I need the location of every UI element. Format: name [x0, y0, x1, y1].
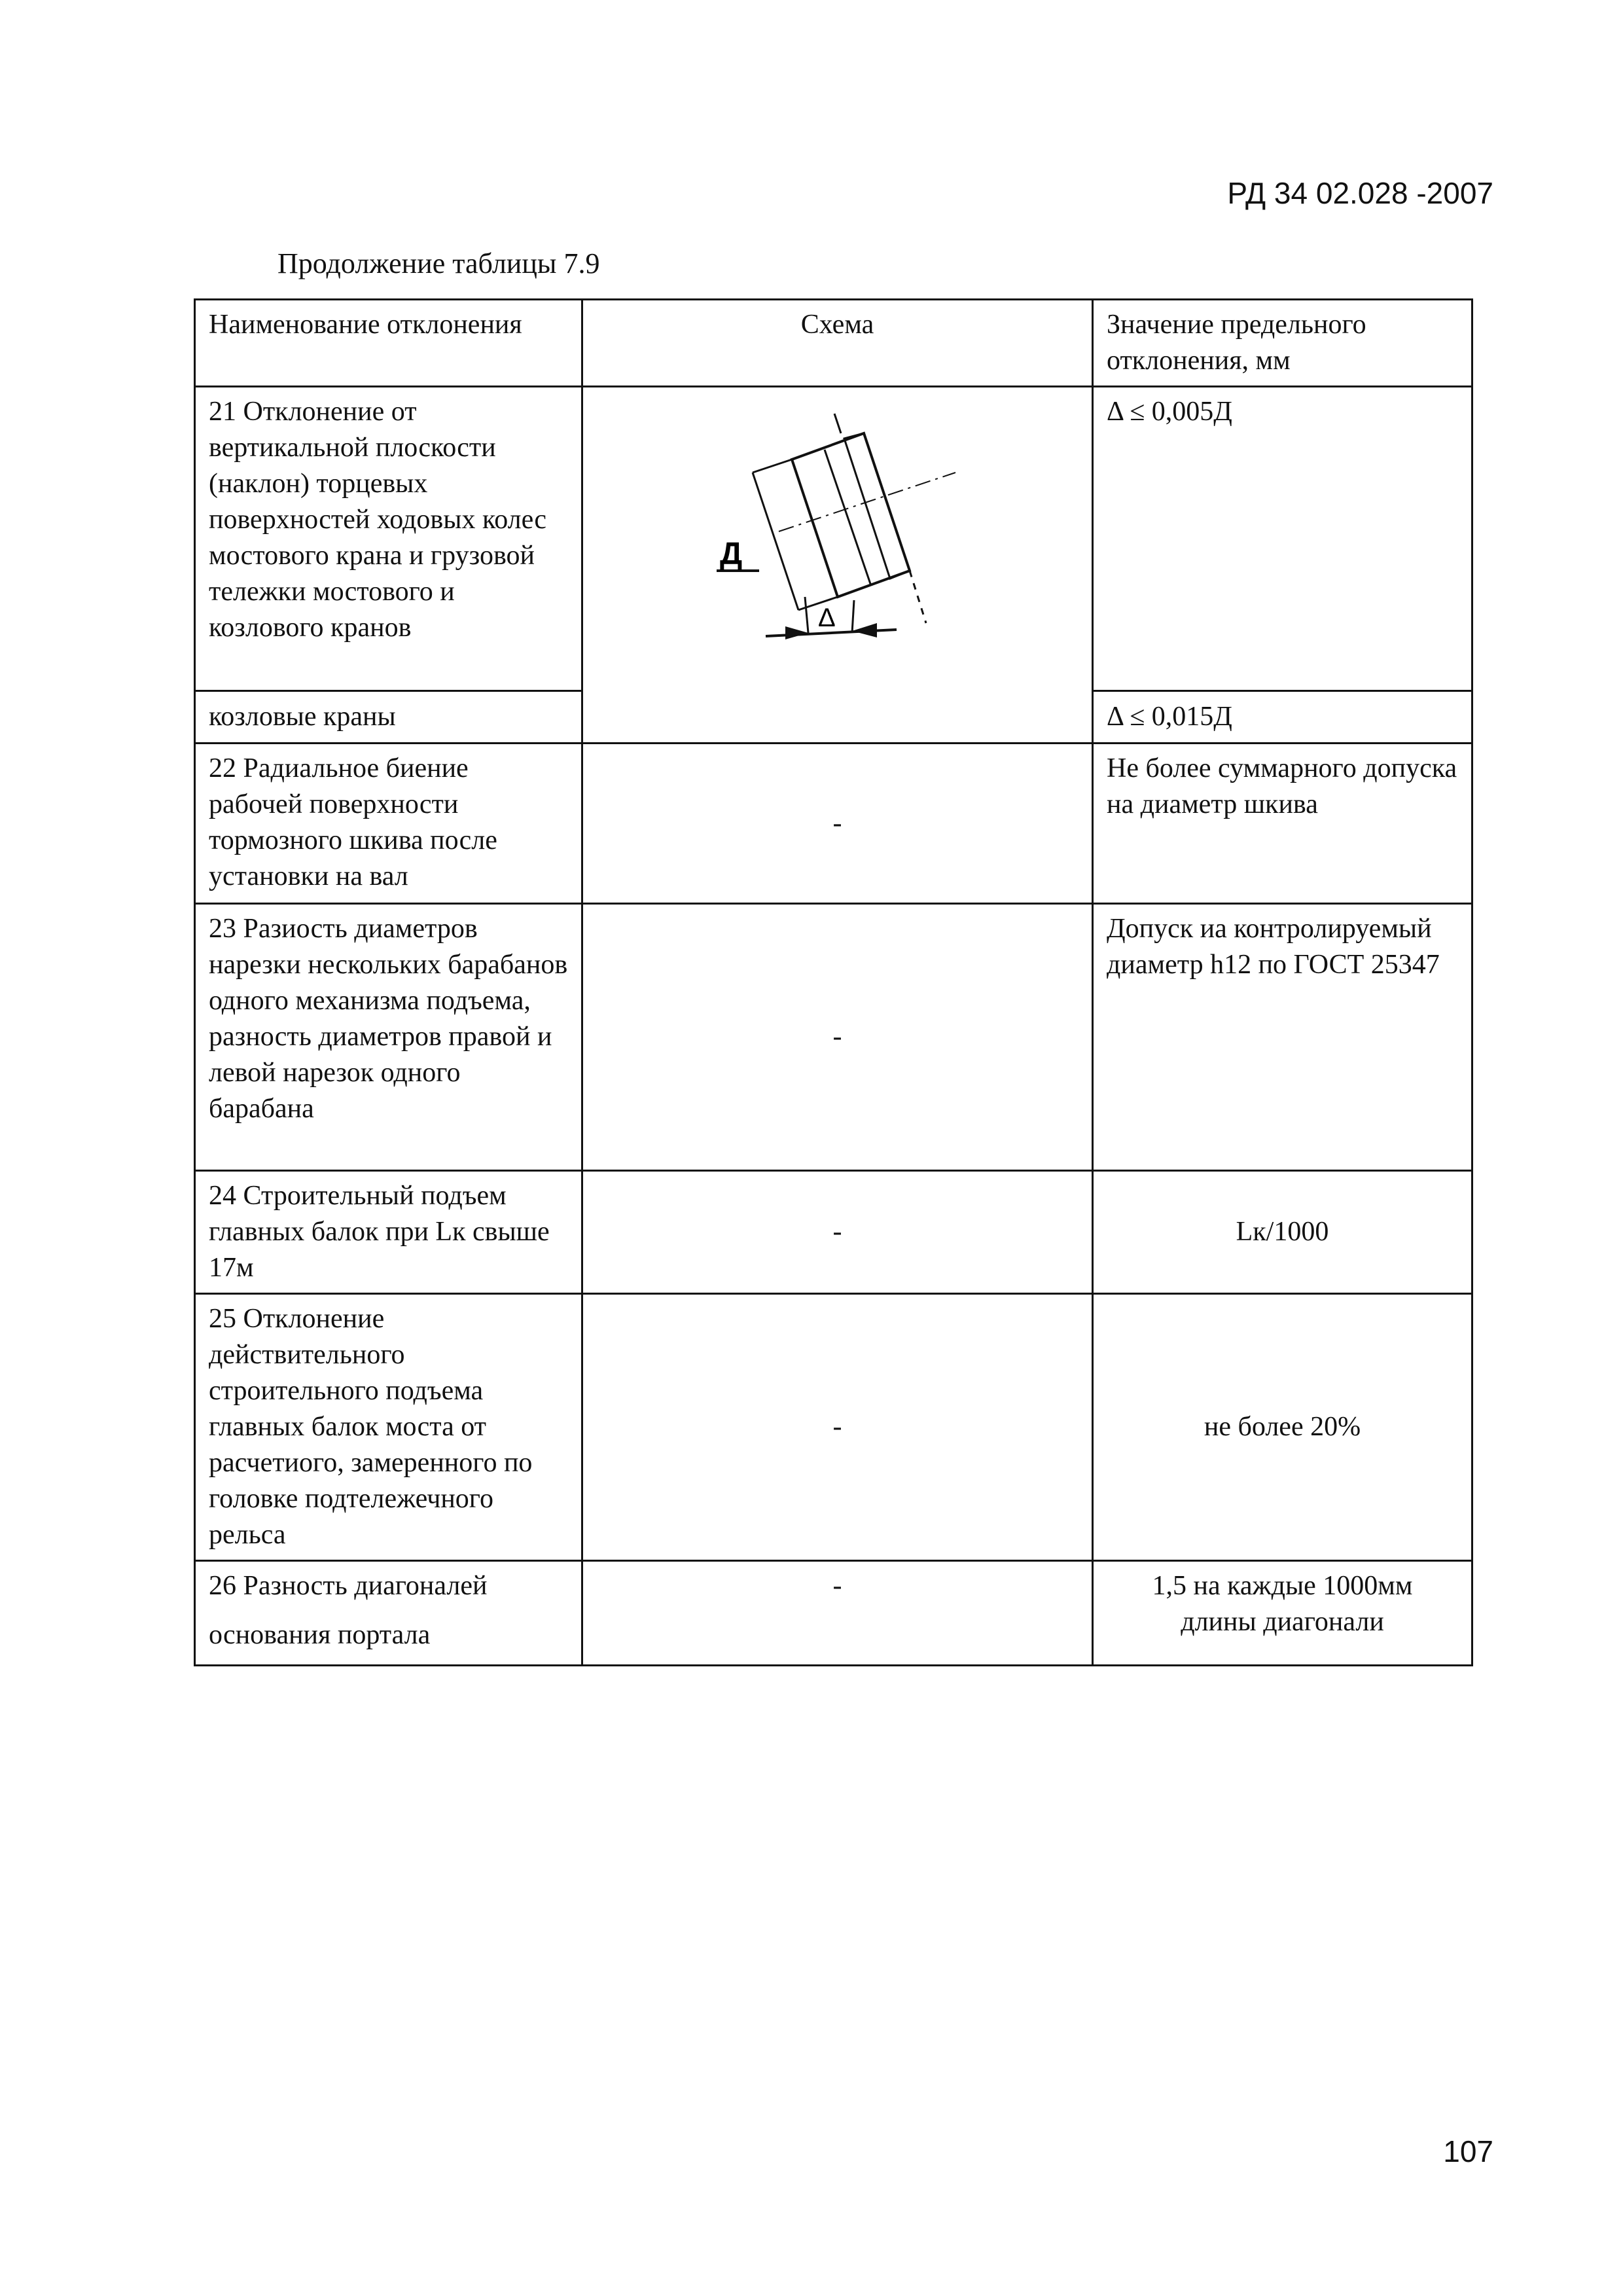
deviation-table	[194, 298, 1473, 1666]
row-22-name: 22 Радиальное биение рабочей поверхности тормозного шкива после установки на вал	[195, 744, 582, 904]
row-25-scheme: -	[582, 1294, 1093, 1561]
wheel-tilt-diagram	[700, 407, 975, 656]
row-24-name: 24 Строительный подъем главных балок при Lк свыше 17м	[195, 1171, 582, 1294]
row-21-gantry-value: Δ ≤ 0,015Д	[1093, 691, 1472, 744]
row-25-value: не более 20%	[1093, 1294, 1472, 1561]
delta-arrow-left	[785, 626, 808, 639]
table-caption: Продолжение таблицы 7.9	[277, 247, 600, 279]
row-26-name-line2: основания портала	[209, 1620, 431, 1650]
header-value: Значение предельного отклонения, мм	[1093, 300, 1472, 387]
row-26-value-line2: длины диагонали	[1181, 1607, 1384, 1637]
table-row	[195, 1294, 1472, 1561]
table-row	[195, 744, 1472, 904]
wheel-tread-line	[825, 450, 870, 584]
row-23-value: Допуск иа контролируемый диаметр h12 по ГОСТ 25347	[1093, 904, 1472, 1171]
row-26-scheme: -	[582, 1561, 1093, 1666]
delta-label: Δ	[817, 603, 836, 632]
diameter-label: Д	[719, 537, 742, 571]
delta-extension-left	[805, 597, 808, 633]
row-26-value	[1093, 1561, 1472, 1666]
row-23-name: 23 Разиость диаметров нарезки нескольких барабанов одного механизма подъема, разность диаметров правой и левой нарезок одного барабана	[195, 904, 582, 1171]
row-26-name	[195, 1561, 582, 1666]
row-25-name: 25 Отклонение действительного строительного подъема главных балок моста от расчетиого, замеренного по головке подтележечного рельса	[195, 1294, 582, 1561]
row-21-scheme	[582, 387, 1093, 744]
row-21-value: Δ ≤ 0,005Д	[1093, 387, 1472, 691]
table-row	[195, 904, 1472, 1171]
table-header-row	[195, 300, 1472, 387]
document-code: РД 34 02.028 -2007	[1227, 176, 1493, 210]
row-22-value: Не более суммарного допуска на диаметр шкива	[1093, 744, 1472, 904]
diameter-dimension-line	[753, 473, 798, 610]
row-23-scheme: -	[582, 904, 1093, 1171]
row-26-name-line1: 26 Разность диагоналей	[209, 1571, 488, 1601]
header-name: Наименование отклонения	[195, 300, 582, 387]
row-21-gantry-name: козловые краны	[195, 691, 582, 744]
table-row	[195, 1171, 1472, 1294]
delta-extension-right	[852, 600, 854, 633]
row-24-scheme: -	[582, 1171, 1093, 1294]
table-row	[195, 1561, 1472, 1666]
header-scheme: Схема	[582, 300, 1093, 387]
reference-line-top	[834, 414, 841, 433]
delta-arrow-right	[852, 623, 877, 637]
diameter-extension-top	[753, 459, 792, 473]
row-22-scheme: -	[582, 744, 1093, 904]
row-26-value-line1: 1,5 на каждые 1000мм	[1152, 1571, 1413, 1601]
row-24-value: Lк/1000	[1093, 1171, 1472, 1294]
row-21-name: 21 Отклонение от вертикальной плоскости (наклон) торцевых поверхностей ходовых колес мостового крана и грузовой тележки мостового и козлового кранов	[195, 387, 582, 691]
table-row	[195, 387, 1472, 691]
page-number: 107	[1443, 2134, 1493, 2168]
reference-line-bottom	[910, 571, 926, 623]
